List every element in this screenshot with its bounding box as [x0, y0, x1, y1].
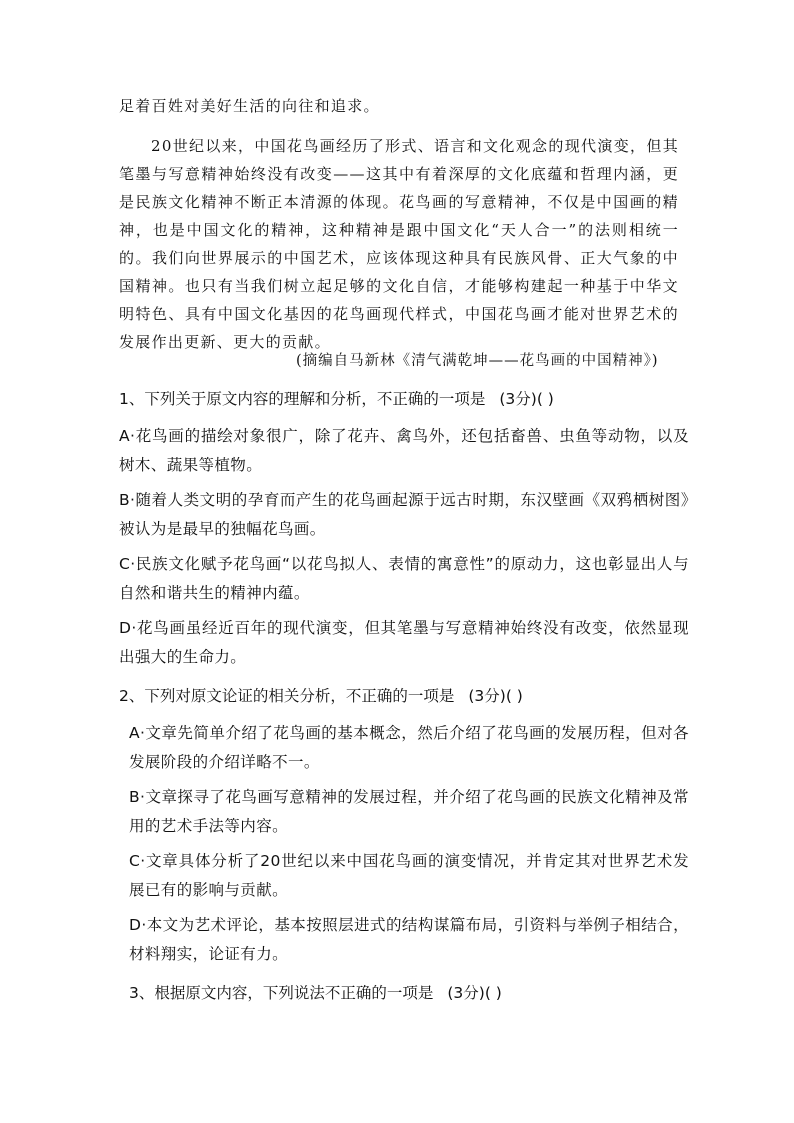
question-1-option-c: C·民族文化赋予花鸟画“以花鸟拟人、表情的寓意性”的原动力，这也彰显出人与自然和谐共生的精神内蕴。 — [119, 555, 689, 602]
question-1-text: 1、下列关于原文内容的理解和分析，不正确的一项是 — [119, 390, 486, 408]
question-1-points: (3分)( ) — [499, 390, 554, 408]
question-list — [119, 385, 689, 1008]
question-2-option-c: C·文章具体分析了20世纪以来中国花鸟画的演变情况，并肯定其对世界艺术发展已有的影响与贡献。 — [129, 852, 689, 899]
question-3-text: 3、根据原文内容，下列说法不正确的一项是 — [129, 984, 434, 1002]
question-3 — [119, 979, 689, 1008]
question-2-points: (3分)( ) — [468, 687, 523, 705]
question-1 — [119, 385, 689, 672]
passage-paragraph-1: 足着百姓对美好生活的向往和追求。 — [119, 97, 380, 115]
passage-source-citation: (摘编自马新林《清气满乾坤——花鸟画的中国精神》) — [296, 353, 659, 369]
question-1-option-d: D·花鸟画虽经近百年的现代演变，但其笔墨与写意精神始终没有改变，依然显现出强大的生命力。 — [119, 619, 689, 666]
question-1-option-a: A·花鸟画的描绘对象很广，除了花卉、禽鸟外，还包括畜兽、虫鱼等动物，以及树木、蔬果等植物。 — [119, 427, 689, 474]
question-2-option-a: A·文章先简单介绍了花鸟画的基本概念，然后介绍了花鸟画的发展历程，但对各发展阶段的介绍详略不一。 — [129, 724, 689, 771]
question-3-points: (3分)( ) — [447, 984, 502, 1002]
question-1-option-b: B·随着人类文明的孕育而产生的花鸟画起源于远古时期，东汉壁画《双鸦栖树图》被认为是最早的独幅花鸟画。 — [119, 491, 689, 538]
question-2-option-b: B·文章探寻了花鸟画写意精神的发展过程，并介绍了花鸟画的民族文化精神及常用的艺术手法等内容。 — [129, 788, 689, 835]
question-2-stem — [119, 682, 689, 711]
reading-passage — [119, 92, 679, 356]
passage-paragraph-2: 20世纪以来，中国花鸟画经历了形式、语言和文化观念的现代演变，但其笔墨与写意精神始终没有改变——这其中有着深厚的文化底蕴和哲理内涵，更是民族文化精神不断正本清源的体现。花鸟画的写意精神，不仅是中国画的精神，也是中国文化的精神，这种精神是跟中国文化“天人合一”的法则相统一的。我们向世界展示的中国艺术，应该体现这种具有民族风骨、正大气象的中国精神。也只有当我们树立起足够的文化自信，才能够构建起一种基于中华文明特色、具有中国文化基因的花鸟画现代样式，中国花鸟画才能对世界艺术的发展作出更新、更大的贡献。 — [119, 137, 679, 351]
question-2 — [119, 682, 689, 969]
question-3-stem — [119, 979, 689, 1008]
question-2-option-d: D·本文为艺术评论，基本按照层进式的结构谋篇布局，引资料与举例子相结合，材料翔实，论证有力。 — [129, 916, 689, 963]
question-1-stem — [119, 385, 689, 414]
question-2-text: 2、下列对原文论证的相关分析，不正确的一项是 — [119, 687, 455, 705]
